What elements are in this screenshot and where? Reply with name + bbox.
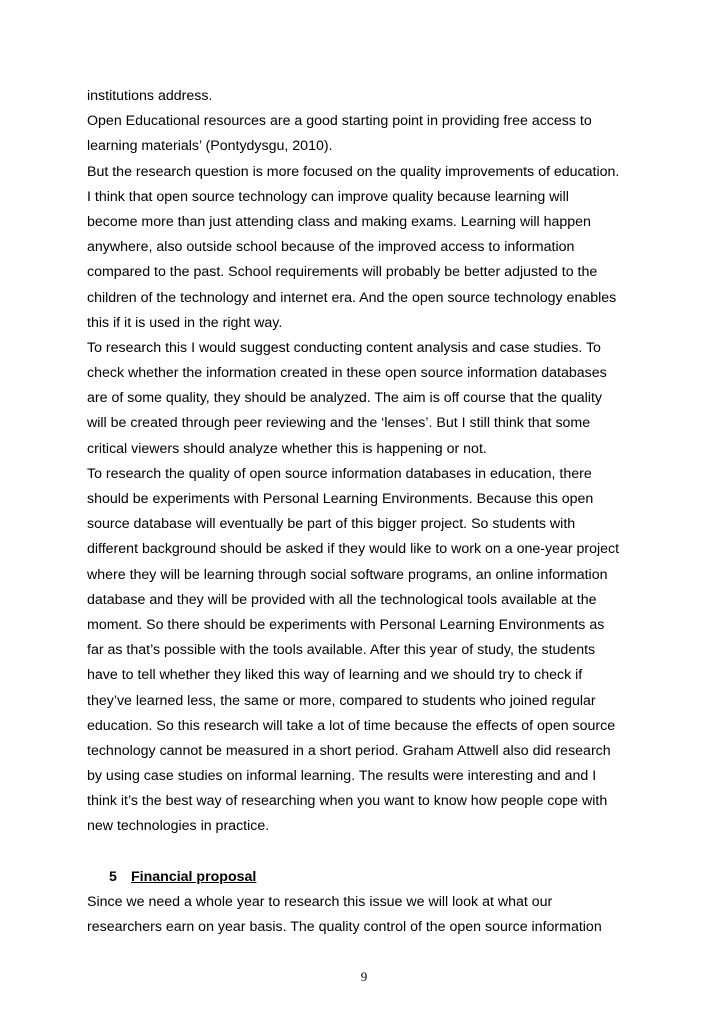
text-line: learning materials’ (Pontydysgu, 2010). — [87, 138, 333, 155]
text-line: Open Educational resources are a good starting point in providing free access to — [87, 113, 592, 130]
text-line: But the research question is more focused on the quality improvements of education. — [87, 163, 620, 180]
text-line: education. So this research will take a lot of time because the effects of open source — [87, 717, 616, 734]
text-line: different background should be asked if they would like to work on a one-year project — [87, 541, 620, 558]
text-line: technology cannot be measured in a short period. Graham Attwell also did research — [87, 742, 611, 759]
text-line: this if it is used in the right way. — [87, 314, 283, 331]
text-line: check whether the information created in these open source information databases — [87, 365, 607, 382]
text-line: think it’s the best way of researching when you want to know how people cope with — [87, 793, 608, 810]
text-line: institutions address. — [87, 88, 213, 104]
text-line: source database will eventually be part of this bigger project. So students with — [87, 516, 576, 533]
text-line: become more than just attending class and making exams. Learning will happen — [87, 213, 591, 230]
page-number: 9 — [360, 969, 368, 984]
text-line: I think that open source technology can improve quality because learning will — [87, 188, 569, 205]
text-line: have to tell whether they liked this way of learning and we should try to check if — [87, 667, 583, 684]
text-line: will be created through peer reviewing and the ‘lenses’. But I still think that some — [87, 415, 591, 432]
text-line: database and they will be provided with all the technological tools available at the — [87, 591, 597, 608]
text-line: should be experiments with Personal Learning Environments. Because this open — [87, 491, 594, 507]
text-line: children of the technology and internet era. And the open source technology enables — [87, 289, 617, 306]
text-line: critical viewers should analyze whether this is happening or not. — [87, 440, 487, 457]
text-line: moment. So there should be experiments with Personal Learning Environments as — [87, 616, 605, 633]
text-line: To research this I would suggest conducting content analysis and case studies. To — [87, 339, 601, 356]
section-heading — [87, 865, 647, 890]
text-line: they’ve learned less, the same or more, compared to students who joined regular — [87, 692, 596, 709]
paragraph — [87, 890, 647, 940]
body-text — [87, 84, 647, 940]
text-line: Since we need a whole year to research this issue we will look at what our — [87, 894, 553, 910]
text-line: far as that’s possible with the tools available. After this year of study, the students — [87, 642, 596, 659]
section-number: 5 — [109, 868, 117, 885]
paragraph — [87, 84, 647, 840]
text-line: new technologies in practice. — [87, 818, 270, 835]
paragraph-spacer — [87, 840, 647, 865]
text-line: are of some quality, they should be analyzed. The aim is off course that the quality — [87, 390, 602, 407]
text-line: To research the quality of open source information databases in education, there — [87, 465, 592, 482]
text-line: anywhere, also outside school because of the improved access to information — [87, 239, 575, 256]
text-line: by using case studies on informal learning. The results were interesting and and I — [87, 768, 597, 785]
text-line: where they will be learning through social software programs, an online information — [87, 566, 608, 583]
section-title: Financial proposal — [131, 868, 257, 885]
text-line: researchers earn on year basis. The quality control of the open source information — [87, 919, 602, 936]
text-line: compared to the past. School requirements will probably be better adjusted to the — [87, 264, 598, 281]
